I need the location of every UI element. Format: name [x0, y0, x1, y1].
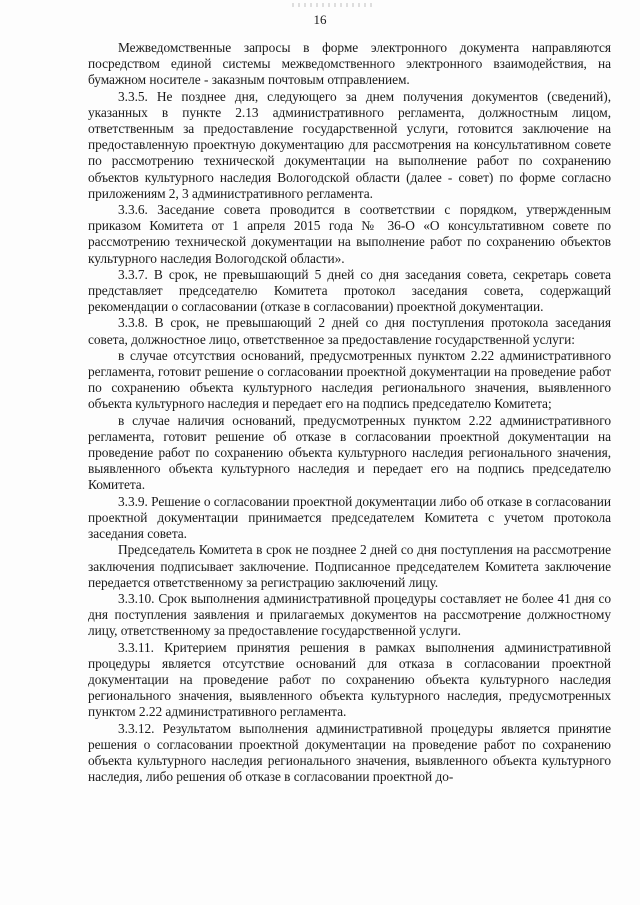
paragraph-chairman-signs: Председатель Комитета в срок не позднее 2 дней со дня поступления на рассмотрение заключения подписывает заключение. Подписанное председателем Комитета заключение передается ответственному за регистрацию заключений лицу.	[88, 542, 611, 590]
paragraph-3-3-10: 3.3.10. Срок выполнения административной процедуры составляет не более 41 дня со дня поступления заявления и прилагаемых документов на рассмотрение должностному лицу, ответственному за предоставление государственной услуги.	[88, 590, 611, 639]
paragraph-interagency-requests: Межведомственные запросы в форме электронного документа направляются посредством единой системы межведомственного электронного взаимодействия, на бумажном носителе - заказным почтовым отправлением.	[88, 40, 611, 88]
scan-artifact	[292, 3, 372, 7]
document-body	[88, 40, 611, 785]
paragraph-3-3-6: 3.3.6. Заседание совета проводится в соответствии с порядком, утвержденным приказом Комитета от 1 апреля 2015 года № 36-О «О консультативном совете по рассмотрению технической документации на выполнение работ по сохранению объектов культурного наследия Вологодской области».	[88, 202, 611, 266]
paragraph-3-3-11: 3.3.11. Критерием принятия решения в рамках выполнения административной процедуры является отсутствие оснований для отказа в согласовании проектной документации на проведение работ по сохранению объекта культурного наследия регионального значения, выявленного объекта культурного наследия, предусмотренных пунктом 2.22 административного регламента.	[88, 639, 611, 720]
paragraph-3-3-9: 3.3.9. Решение о согласовании проектной документации либо об отказе в согласовании проектной документации принимается председателем Комитета с учетом протокола заседания совета.	[88, 493, 611, 542]
paragraph-3-3-7: 3.3.7. В срок, не превышающий 5 дней со дня заседания совета, секретарь совета представляет председателю Комитета протокол заседания совета, содержащий рекомендации о согласовании (отказе в согласовании) проектной документации.	[88, 266, 611, 315]
page-number: 16	[313, 12, 327, 27]
paragraph-3-3-8: 3.3.8. В срок, не превышающий 2 дней со дня поступления протокола заседания совета, должностное лицо, ответственное за предоставление государственной услуги:	[88, 315, 611, 347]
paragraph-3-3-8-case-presence: в случае наличия оснований, предусмотренных пунктом 2.22 административного регламента, готовит решение об отказе в согласовании проектной документации на проведение работ по сохранению объекта культурного наследия регионального значения, выявленного объекта культурного наследия и передает его на подпись председателю Комитета.	[88, 412, 611, 493]
paragraph-3-3-12: 3.3.12. Результатом выполнения административной процедуры является принятие решения о согласовании проектной документации на проведение работ по сохранению объекта культурного наследия регионального значения, выявленного объекта культурного наследия, либо решения об отказе в согласовании проектной до-	[88, 720, 611, 785]
paragraph-3-3-8-case-absence: в случае отсутствия оснований, предусмотренных пунктом 2.22 административного регламента, готовит решение о согласовании проектной документации на проведение работ по сохранению объекта культурного наследия регионального значения, выявленного объекта культурного наследия и передает его на подпись председателю Комитета;	[88, 347, 611, 412]
paragraph-3-3-5: 3.3.5. Не позднее дня, следующего за днем получения документов (сведений), указанных в пункте 2.13 административного регламента, должностным лицом, ответственным за предоставление государственной услуги, готовится заключение на предоставленную проектную документацию для рассмотрения на консультативном совете по рассмотрению технической документации на выполнение работ по сохранению объектов культурного наследия Вологодской области (далее - совет) по форме согласно приложениям 2, 3 административного регламента.	[88, 88, 611, 201]
